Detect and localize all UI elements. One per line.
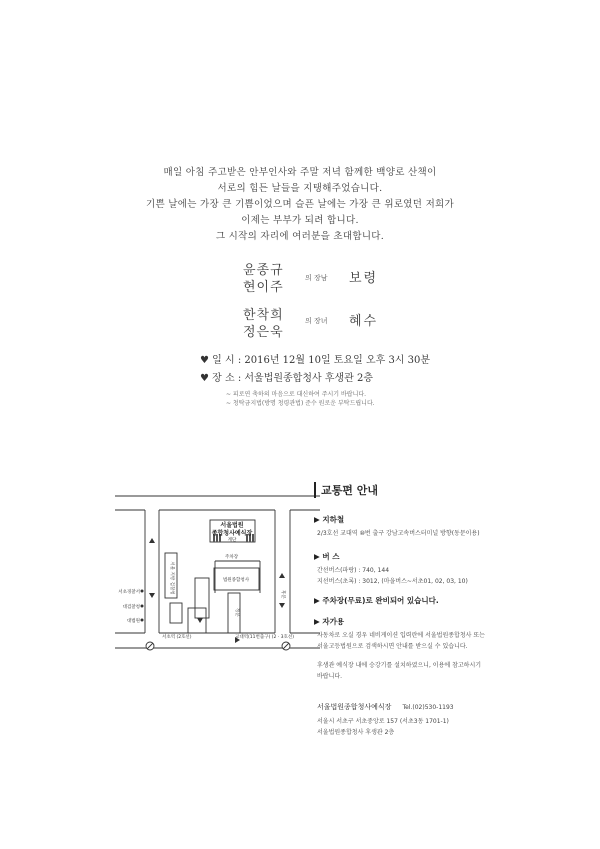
invitation-line-4: 이제는 부부가 되려 합니다.	[241, 215, 359, 226]
event-place	[200, 369, 373, 384]
note-1: ~ 피로연 축하의 마음으로 대신하여 주시기 바랍니다.	[226, 391, 367, 398]
transport-title-text: 교통편 안내	[321, 484, 378, 497]
map-venue-label-1: 서울법원	[220, 522, 244, 529]
invitation-line-1: 매일 아침 주고받은 안부인사와 주말 저녁 함께한 백양로 산책이	[163, 167, 437, 178]
car-heading-text: 자가용	[322, 617, 345, 626]
venue-address-1: 서울시 서초구 서초중앙로 157 (서초3동 1701-1)	[317, 718, 449, 725]
heart-icon: ♥	[200, 355, 209, 366]
map-venue-label-2: 종합청사예식장	[211, 530, 253, 537]
map-left-label-1: 서초경찰서	[118, 590, 140, 595]
heart-icon: ♥	[200, 373, 209, 384]
map-gyodae-station: 교대역(11번출구) (2 · 3호선)	[235, 635, 294, 640]
map-seocho-station: 서초역 (2호선)	[162, 635, 192, 640]
bus-heading-text: 버 스	[322, 552, 340, 561]
car-heading: ▶ 자가용	[314, 617, 345, 626]
parking-heading: ▶ 주차장(무료)로 완비되어 있습니다.	[314, 596, 439, 605]
note-2: ~ 청탁금지법(방명 청령관법) 준수 원로운 부탁드립니다.	[226, 400, 375, 407]
bride-relation: 의 장녀	[305, 317, 328, 325]
car-line-5: 바랍니다.	[317, 673, 343, 680]
car-line-4: 후생관 예식장 내에 승강기를 설치하였으니, 이용에 참고하시기	[317, 662, 482, 669]
map-left-label-3: 대법원	[126, 619, 140, 624]
groom-mother-name: 현이주	[243, 280, 284, 295]
subway-text: 2/3호선 교대역 ⑩번 출구 강남고속버스터미널 방향(동문이용)	[317, 530, 480, 537]
location-map	[110, 478, 325, 670]
event-date	[200, 351, 430, 366]
venue-address-2: 서울법원종합청사 후생관 2층	[317, 729, 395, 736]
map-court-label: 법원종합청사	[222, 578, 250, 583]
groom-relation: 의 장남	[305, 274, 328, 282]
venue-block	[317, 694, 584, 713]
invitation-line-3: 기쁜 날에는 가장 큰 기쁨이었으며 슬픈 날에는 가장 큰 위로였던 저희가	[145, 199, 455, 210]
groom-father-name: 윤종규	[243, 263, 284, 278]
transport-section	[314, 482, 584, 736]
map-parking-label: 주차장	[225, 555, 239, 560]
groom-name: 보령	[349, 271, 379, 286]
car-line-2: 서울고등법원으로 검색하시면 안내를 받으실 수 있습니다.	[317, 643, 468, 650]
car-line-1: 자동차로 오실 경우 네비게이션 입력란에 서울법원종합청사 또는	[317, 632, 485, 639]
transport-title	[314, 482, 584, 498]
map-stairs-label: 계단	[227, 538, 237, 543]
bride-father-name: 한착희	[243, 308, 284, 323]
event-date-text: 일 시 : 2016년 12월 10일 토요일 오후 3시 30분	[212, 355, 431, 366]
bus-heading: ▶ 버 스	[314, 552, 340, 561]
bus-line-1: 간선버스(파랑) : 740, 144	[317, 567, 390, 574]
invitation-line-2: 서로의 힘든 날들을 지탱해주었습니다.	[217, 183, 383, 194]
event-place-text: 장 소 : 서울법원종합청사 후생관 2층	[212, 373, 374, 384]
parking-text: 주차장(무료)로 완비되어 있습니다.	[322, 596, 439, 605]
subway-heading-text: 지하철	[322, 515, 345, 524]
venue-name: 서울법원종합청사예식장	[317, 703, 392, 711]
bus-line-2: 지선버스(초록) : 3012, (마을버스~서초01, 02, 03, 10)	[317, 578, 468, 585]
map-seoul-court-label: 서울 지방 검찰청	[169, 561, 174, 595]
subway-heading: ▶ 지하철	[314, 515, 345, 524]
venue-tel: Tel.(02)530-1193	[402, 704, 454, 711]
map-right-label: 후문	[280, 590, 285, 599]
invitation-line-5: 그 시작의 자리에 여러분을 초대합니다.	[215, 231, 385, 242]
map-left-label-2: 대검찰청	[122, 605, 140, 610]
bride-name: 혜수	[349, 314, 379, 329]
bride-mother-name: 정은욱	[243, 325, 284, 340]
map-gate-label: 정문	[234, 608, 239, 617]
